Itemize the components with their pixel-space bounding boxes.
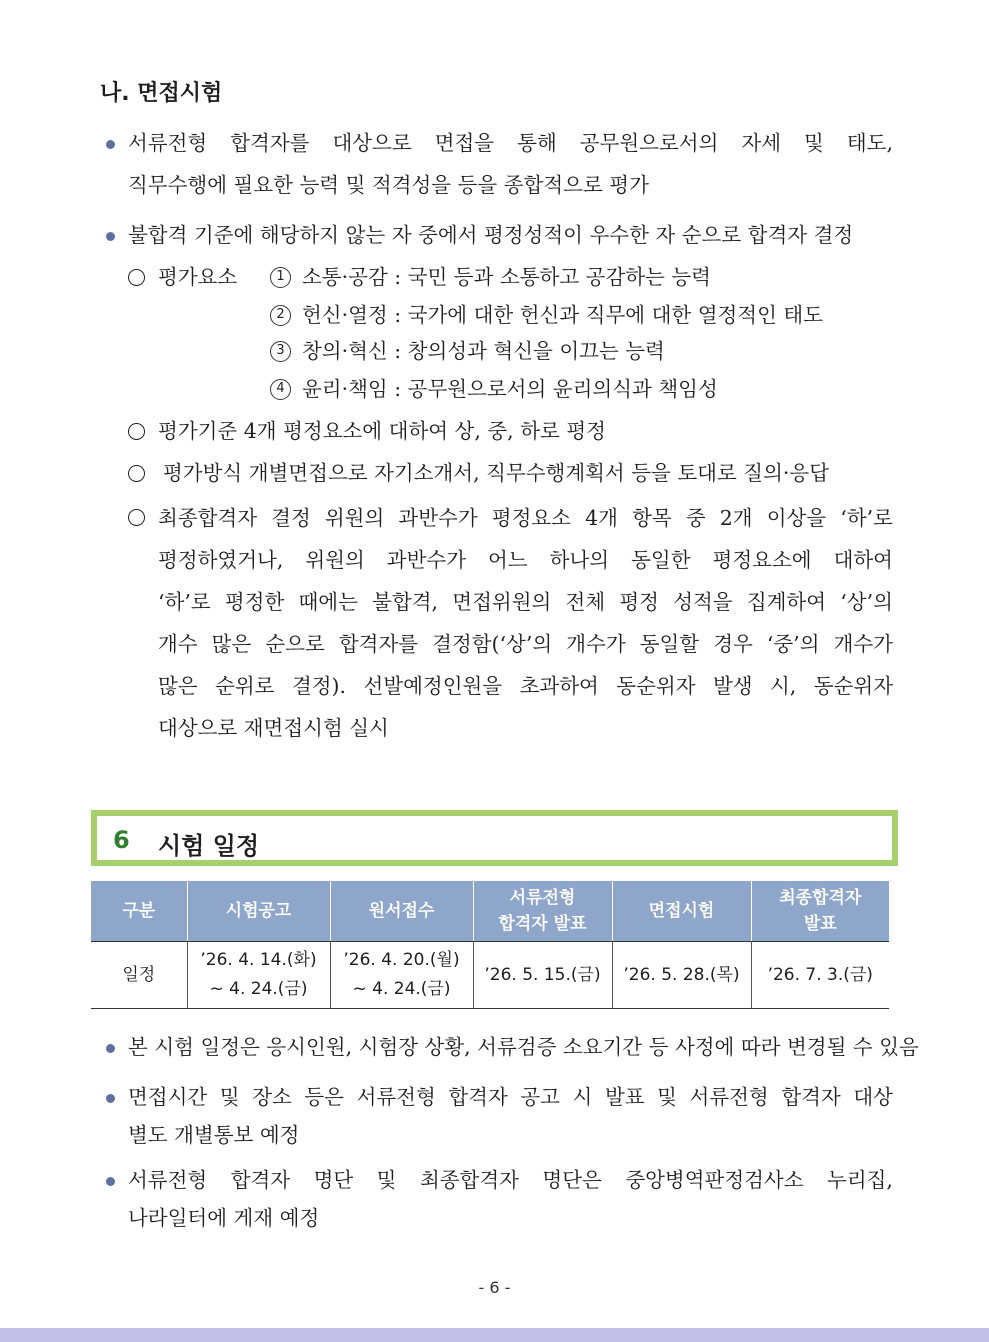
schedule-table <box>91 881 889 1009</box>
bullet-icon <box>106 1044 115 1053</box>
circle-bullet-icon <box>128 269 145 286</box>
final-decision-line: ‘하’로 평정한 때에는 불합격, 면접위원의 전체 평정 성적을 집계하여 ‘상’의 <box>158 590 893 614</box>
table-header-cell: 구분 <box>91 881 187 942</box>
table-row <box>91 942 889 1009</box>
bullet-icon <box>106 1177 115 1186</box>
eval-element-item: 헌신·열정 : 국가에 대한 헌신과 직무에 대한 열정적인 태도 <box>302 303 824 327</box>
final-decision-line: 최종합격자 결정 위원의 과반수가 평정요소 4개 항목 중 2개 이상을 ‘하’로 <box>158 506 893 530</box>
bullet-line: 서류전형 합격자를 대상으로 면접을 통해 공무원으로서의 자세 및 태도, <box>128 131 893 155</box>
table-header-cell: 최종합격자 발표 <box>751 881 889 942</box>
table-cell: ’26. 4. 14.(화) ~ 4. 24.(금) <box>187 942 330 1009</box>
eval-elements-label: 평가요소 <box>158 265 238 289</box>
bullet-icon <box>106 232 115 241</box>
final-decision-line: 대상으로 재면접시험 실시 <box>158 716 389 740</box>
eval-element-item: 윤리·책임 : 공무원으로서의 윤리의식과 책임성 <box>302 377 718 401</box>
table-cell: ’26. 4. 20.(월) ~ 4. 24.(금) <box>330 942 473 1009</box>
bullet-line: 나라일터에 게재 예정 <box>128 1206 320 1230</box>
eval-method: 평가방식 개별면접으로 자기소개서, 직무수행계획서 등을 토대로 질의·응답 <box>163 461 830 485</box>
eval-criteria: 평가기준 4개 평정요소에 대하여 상, 중, 하로 평정 <box>158 419 606 443</box>
final-decision-line: 개수 많은 순으로 합격자를 결정함(‘상’의 개수가 동일할 경우 ‘중’의 개수가 <box>158 632 893 656</box>
bullet-icon <box>106 1094 115 1103</box>
bullet-line: 불합격 기준에 해당하지 않는 자 중에서 평정성적이 우수한 자 순으로 합격자 결정 <box>128 223 854 247</box>
table-cell: ’26. 5. 15.(금) <box>473 942 612 1009</box>
bullet-line: 별도 개별통보 예정 <box>128 1123 300 1147</box>
circled-number-icon: 3 <box>270 341 291 362</box>
circled-number-icon: 2 <box>270 305 291 326</box>
table-cell: ’26. 7. 3.(금) <box>751 942 889 1009</box>
table-header-row <box>91 881 889 942</box>
page-number: - 6 - <box>478 1278 511 1297</box>
section-heading: 나. 면접시험 <box>100 81 223 106</box>
final-decision-line: 많은 순위로 결정). 선발예정인원을 초과하여 동순위자 발생 시, 동순위자 <box>158 674 893 698</box>
table-header-cell: 서류전형 합격자 발표 <box>473 881 612 942</box>
table-row-label: 일정 <box>91 942 187 1009</box>
table-header-cell: 면접시험 <box>612 881 751 942</box>
section-title: 시험 일정 <box>158 832 260 860</box>
circled-number-icon: 1 <box>270 267 291 288</box>
table-header-cell: 시험공고 <box>187 881 330 942</box>
bullet-line: 본 시험 일정은 응시인원, 시험장 상황, 서류검증 소요기간 등 사정에 따라 변경될 수 있음 <box>128 1035 919 1059</box>
table-header-cell: 원서접수 <box>330 881 473 942</box>
circled-number-icon: 4 <box>270 379 291 400</box>
bullet-line: 면접시간 및 장소 등은 서류전형 합격자 공고 시 발표 및 서류전형 합격자 대상 <box>128 1085 893 1109</box>
footer-bar <box>0 1328 989 1342</box>
eval-element-item: 창의·혁신 : 창의성과 혁신을 이끄는 능력 <box>302 339 665 363</box>
circle-bullet-icon <box>128 423 145 440</box>
table-cell: ’26. 5. 28.(목) <box>612 942 751 1009</box>
section-number: 6 <box>113 826 130 854</box>
bullet-line: 직무수행에 필요한 능력 및 적격성을 등을 종합적으로 평가 <box>128 173 649 197</box>
bullet-line: 서류전형 합격자 명단 및 최종합격자 명단은 중앙병역판정검사소 누리집, <box>128 1168 893 1192</box>
final-decision-line: 평정하였거나, 위원의 과반수가 어느 하나의 동일한 평정요소에 대하여 <box>158 548 893 572</box>
eval-element-item: 소통·공감 : 국민 등과 소통하고 공감하는 능력 <box>302 265 711 289</box>
circle-bullet-icon <box>128 509 145 526</box>
bullet-icon <box>106 140 115 149</box>
circle-bullet-icon <box>128 465 145 482</box>
